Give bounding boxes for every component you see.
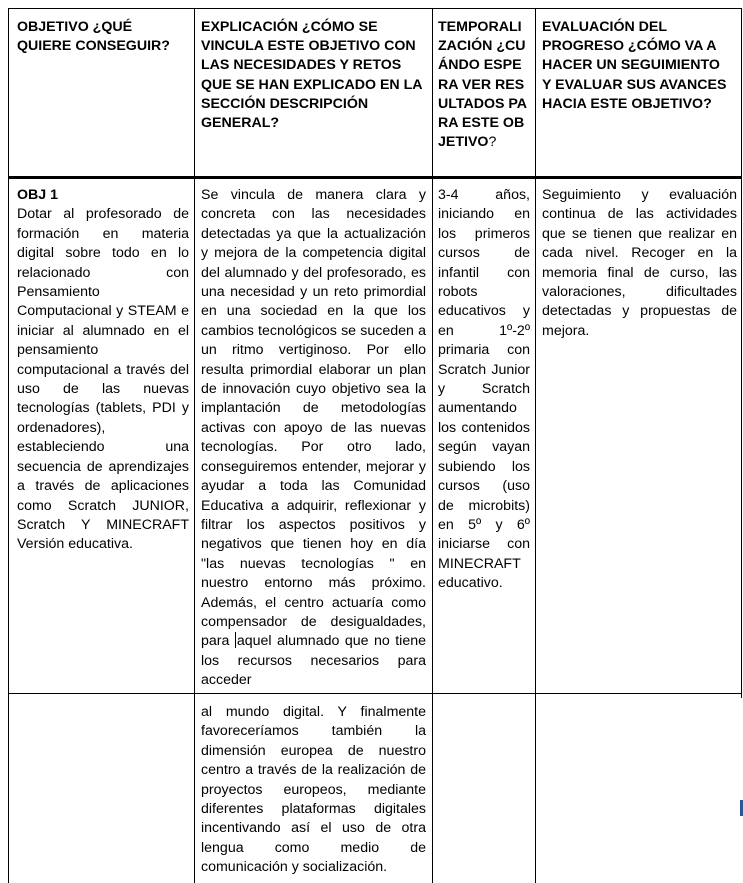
explanation-cell (201, 186, 426, 691)
column-divider-2 (432, 8, 433, 883)
column-divider-1 (194, 8, 195, 883)
header-evaluation: EVALUACIÓN DEL PROGRESO ¿CÓMO VA A HACER UN SEGUIMIENTO Y EVALUAR SUS AVANCES HACIA ESTE OBJETIVO? (542, 19, 727, 112)
table-border-top (8, 8, 742, 9)
header-timing-text: TEMPORALIZACIÓN ¿CUÁNDO ESPERA VER RESULTADOS PARA ESTE OBJETIVO (438, 19, 528, 151)
header-timing (438, 18, 528, 152)
table-border-right (741, 8, 742, 698)
header-objective: OBJETIVO ¿QUÉ QUIERE CONSEGUIR? (17, 19, 170, 55)
explanation-text-b: aquel alumnado que no tiene los recursos necesarios para acceder (201, 633, 426, 689)
header-timing-mark: ? (488, 134, 497, 151)
evaluation-cell: Seguimiento y evaluación continua de las actividades que se tienen que realizar en cada nivel. Recoger en la memoria final de curso, las valoraciones, dificultades detectadas y propuestas de mejora. (542, 187, 737, 339)
header-rule (8, 176, 742, 179)
timing-cell: 3-4 años, iniciando en los primeros cursos de infantil con robots educativos y en 1º-2º primaria con Scratch Junior y Scratch aumentando los contenidos según vayan subiendo los cursos (uso de microbits) en 5º y 6º iniciarse con MINECRAFT educativo. (438, 187, 530, 592)
table-border-left (8, 8, 9, 883)
explanation-text-a: Se vincula de manera clara y concreta con las necesidades detectadas ya que la actualización y mejora de la competencia digital del alumnado y del profesorado, es una necesidad y un reto primordial en una sociedad en la que los cambios tecnológicos se suceden a un ritmo vertiginoso. Por ello resulta primordial elaborar un plan de innovación cuyo objetivo sea la implantación de metodologías activas con apoyo de las nuevas tecnologías. Por otro lado, conseguiremos entender, mejorar y ayudar a toda las Comunidad Educativa a adquirir, reflexionar y filtrar los aspectos positivos y negativos que tienen hoy en día "las nuevas tecnologías " en nuestro entorno más próximo. Además, el centro actuaría como compensador de desigualdades, para (201, 187, 426, 650)
row-rule (8, 693, 742, 694)
column-divider-3 (535, 8, 536, 883)
objective-cell (17, 186, 189, 555)
objective-title: OBJ 1 (17, 187, 59, 203)
text-cursor (235, 632, 236, 648)
explanation-continuation-cell: al mundo digital. Y finalmente favoreceríamos también la dimensión europea de nuestro centro a través de la realización de proyectos europeos, mediante diferentes plataformas digitales incentivando así el uso de otra lengua como medio de comunicación y socialización. (201, 704, 426, 876)
header-explanation: EXPLICACIÓN ¿CÓMO SE VINCULA ESTE OBJETIVO CON LAS NECESIDADES Y RETOS QUE SE HAN EXPLICADO EN LA SECCIÓN DESCRIPCIÓN GENERAL? (201, 19, 422, 132)
objective-text: Dotar al profesorado de formación en materia digital sobre todo en lo relacionado con Pensamiento Computacional y STEAM e iniciar al alumnado en el pensamiento computacional a través del uso de las nuevas tecnologías (tablets, PDI y ordenadores), estableciendo una secuencia de aprendizajes a través de aplicaciones como Scratch JUNIOR, Scratch Y MINECRAFT Versión educativa. (17, 206, 189, 553)
